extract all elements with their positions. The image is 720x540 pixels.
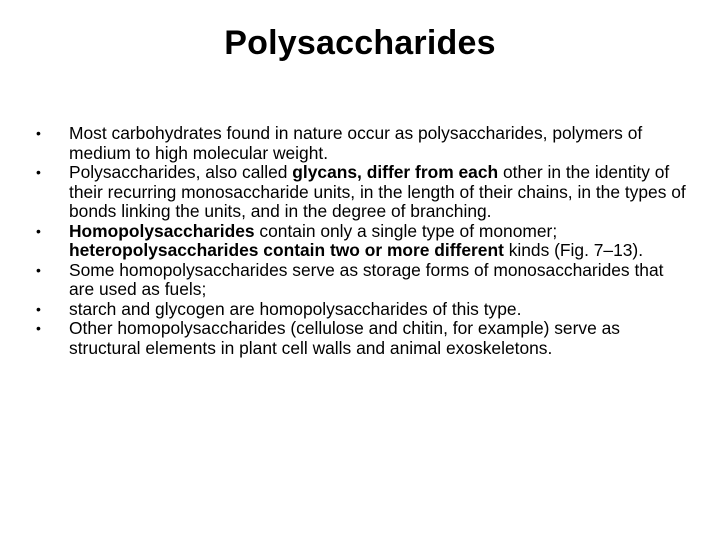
bullet-item bbox=[36, 261, 686, 300]
bullet-text: starch and glycogen are homopolysaccharides of this type. bbox=[69, 298, 522, 319]
bullet-item bbox=[36, 163, 686, 222]
bullet-text: Some homopolysaccharides serve as storage forms of monosaccharides that are used as fuels; bbox=[69, 259, 664, 299]
slide-title: Polysaccharides bbox=[224, 24, 496, 62]
bullet-list bbox=[36, 124, 686, 358]
bullet-text: Other homopolysaccharides (cellulose and chitin, for example) serve as structural elements in plant cell walls and animal exoskeletons. bbox=[69, 318, 620, 358]
bullet-text: kinds (Fig. 7–13). bbox=[503, 240, 644, 260]
bullet-text: other in the identity of their recurring monosaccharide units, in the length of their chains, in the types of bonds linking the units, and in the degree of branching. bbox=[69, 162, 686, 221]
bullet-text-bold: Homopolysaccharides bbox=[69, 220, 255, 241]
bullet-dot-icon: • bbox=[36, 222, 41, 239]
bullet-item bbox=[36, 222, 686, 261]
bullet-item bbox=[36, 319, 686, 358]
bullet-dot-icon: • bbox=[36, 164, 41, 180]
bullet-text-bold: heteropolysaccharides contain two or more different bbox=[69, 240, 504, 260]
bullet-text: contain only a single type of monomer; bbox=[254, 220, 558, 241]
bullet-dot-icon: • bbox=[36, 300, 41, 317]
bullet-item bbox=[36, 124, 686, 163]
bullet-dot-icon: • bbox=[36, 125, 41, 141]
bullet-dot-icon: • bbox=[36, 261, 41, 278]
bullet-text: Polysaccharides, also called bbox=[69, 162, 293, 182]
bullet-text: Most carbohydrates found in nature occur as polysaccharides, polymers of medium to high molecular weight. bbox=[69, 123, 643, 163]
bullet-text-bold: glycans, differ from each bbox=[292, 162, 499, 182]
bullet-dot-icon: • bbox=[36, 320, 41, 336]
bullet-item bbox=[36, 300, 686, 320]
